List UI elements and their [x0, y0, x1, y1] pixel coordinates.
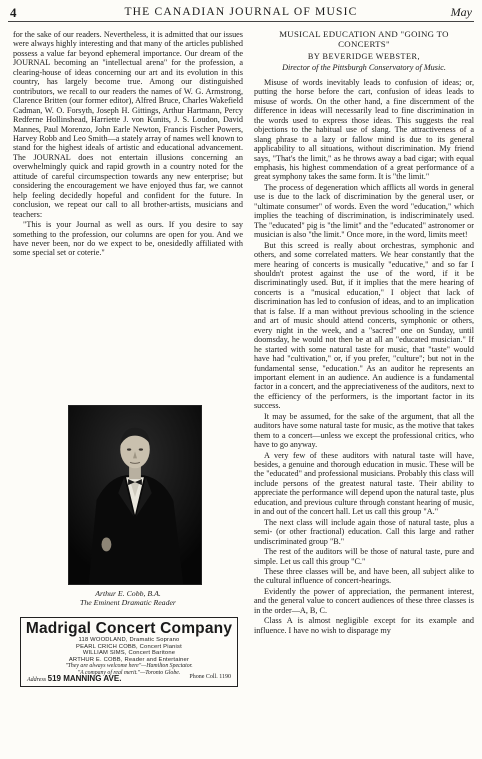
left-column — [13, 30, 243, 259]
article-paragraph: It may be assumed, for the sake of the argument, that all the auditors have some natural taste for music, as the motive that takes them to a concert—unless we except the professional critics, who have to go anyway. — [254, 411, 474, 450]
ad-contact-row — [27, 674, 231, 683]
article-paragraph: Class A is almost negligible except for its example and influence. I have no wish to disparage my — [254, 616, 474, 635]
portrait-photo — [68, 405, 202, 585]
ad-phone: Phone Coll. 1190 — [189, 674, 231, 680]
madrigal-advertisement — [20, 617, 238, 687]
editorial-paragraph: "This is your Journal as well as ours. If you desire to say something to the profession, our columns are open for you. And we have never been, nor do we expect to be, onesidedly affiliated with some special set or coterie." — [13, 220, 243, 258]
ad-company-name: Madrigal Concert Company — [25, 620, 233, 637]
article-paragraph: These three classes will be, and have been, all subject alike to the cultural influence of concert-hearings. — [254, 567, 474, 586]
ad-member-line: 118 WOODLAND, Dramatic Soprano — [78, 637, 180, 643]
article-title: MUSICAL EDUCATION AND "GOING TO CONCERTS" — [279, 29, 449, 49]
issue-month: May — [450, 5, 472, 19]
ad-address-value: 519 MANNING AVE. — [47, 674, 122, 683]
article-paragraph: Misuse of words inevitably leads to confusion of ideas; or, putting the horse before the cart, confusion of ideas leads to misuse of words. On the other hand, a fine discernment of the difference in ideas will necessarily lead to fine discrimination in the words used to express those ideas. This suggests the real objections to the habitual use of slang. The attractiveness of a slang phrase to a lazy or fallow mind is due to its general applicability to all situations, without discrimination. My friend says, "That's the limit," as he throws away a bad cigar; with equal emphasis, his highest commendation of a great performance of a great symphony takes the same form. It is "the limit." — [254, 77, 474, 182]
ad-member-line: WILLIAM SIMS, Concert Baritone — [82, 650, 176, 657]
running-header — [8, 4, 474, 22]
article-paragraph: The process of degeneration which afflicts all words in general use is due to the lack of discrimination by the general user, or "ultimate consumer" of words. Even the word "education," which implies the teaching of discrimination, is indiscriminately used. The "educated" pig is "the limit" and the "educated" astronomer or musician is also "the limit." Once more, in the word, limits meet! — [254, 182, 474, 240]
photo-caption-title: The Eminent Dramatic Reader — [80, 598, 176, 607]
page-number: 4 — [10, 5, 17, 20]
author-role: Director of the Pittsburgh Conservatory of Music. — [282, 63, 446, 73]
article-paragraph: Evidently the power of appreciation, the permanent interest, and the general value to concert audiences of these three classes is in the order—A, B, C. — [254, 586, 474, 615]
editorial-paragraph: for the sake of our readers. Nevertheless, it is admitted that our issues were always highly interesting and that many of the articles published possess a value far beyond ephemeral importance. Our dream of the JOURNAL becoming an "intellectual arena" for the profession, a clearing-house of ideas concerning our art and its evolution in this country, has largely become true. Among our distinguished contributors, we recall to our readers the names of W. G. Armstrong, Clarence Britten (our former editor), Alfred Bruce, Charles Wakefield Cadman, W. O. Forsyth, Joseph H. Gittings, Arthur Hartmann, Percy Redferne Hollinshead, Harriette J. von Kunits, J. S. Loudon, David Mannes, Paul Morenzo, John Earle Newton, Francis Fischer Powers, Harvey Robb and Leo Smith—a stately array of names well known to stand for the highest ideals of artistic and educational advancement. The JOURNAL does not entertain illusions concerning an overwhelmingly quick and rapid growth in a country noted for the attitude of careful circumspection towards any new enterprise; but considering the encouragement we have enjoyed thus far, we cannot help feeling decidedly hopeful and confident for the future. In conclusion, we repeat our call to all brother-artists, musicians and teachers: — [13, 30, 243, 219]
ad-member-line: PEARL CRICH COBB, Concert Pianist — [76, 643, 182, 650]
article-paragraph: But this screed is really about orchestras, symphonic and others, and some correlated matters. We hear constantly that the mere hearing of concerts is musically "educative," and so far I shouldn't protest against the use of the word, if it be discriminatingly used. But, if it implies that the mere hearing of concerts is a "musical education," I object that lack of discrimination has led to confusion of ideas, and to an implication that is false. If a man without previous schooling in the science and art of music should attend concerts, symphonic or others, every night in the week, and a "sacred" one on Sunday, until doomsday, he would not then be at all an "educated musician." If he started with some natural taste for music, that "taste" would have had "cultivation," or, if you prefer, "culture"; but not in the fundamental sense, "education." As an auditor he represents an important element in an audience. An audience is a fundamental factor in a concert, and the appreciativeness of the auditors, next to the efficiency of the performers, is the important factor in its success. — [254, 240, 474, 411]
ad-member-line: ARTHUR E. COBB, Reader and Entertainer — [68, 656, 190, 663]
ad-quote: "A company of real merit."—Toronto Globe. — [77, 669, 181, 676]
photo-caption-name: Arthur E. Cobb, B.A. — [95, 589, 161, 598]
article-paragraph: The rest of the auditors will be those of natural taste, pure and simple. Let us call this group "C." — [254, 547, 474, 566]
ad-address — [27, 674, 121, 683]
ad-quote: "They are always welcome here"—Hamilton Spectator. — [65, 663, 193, 670]
article-paragraph: A very few of these auditors with natural taste will have, besides, a genuine and thorough education in music. These will be the "educated" and professional musicians. Probably this class will include persons of the greatest natural taste. Their ability to appreciate the performance will depend upon the natural taste, plus education, and previous culture through constant hearing of music, in and out of the concert hall. Let us call this group "A." — [254, 450, 474, 517]
journal-title: THE CANADIAN JOURNAL OF MUSIC — [124, 6, 358, 18]
ad-address-label: Address — [27, 677, 47, 683]
article-byline: BY BEVERIDGE WEBSTER, — [307, 52, 421, 61]
article-paragraph: The next class will include again those of natural taste, plus a semi- (or other fractional) education. Call this large and rather undiscriminated group "B." — [254, 517, 474, 546]
article-column — [254, 29, 474, 636]
